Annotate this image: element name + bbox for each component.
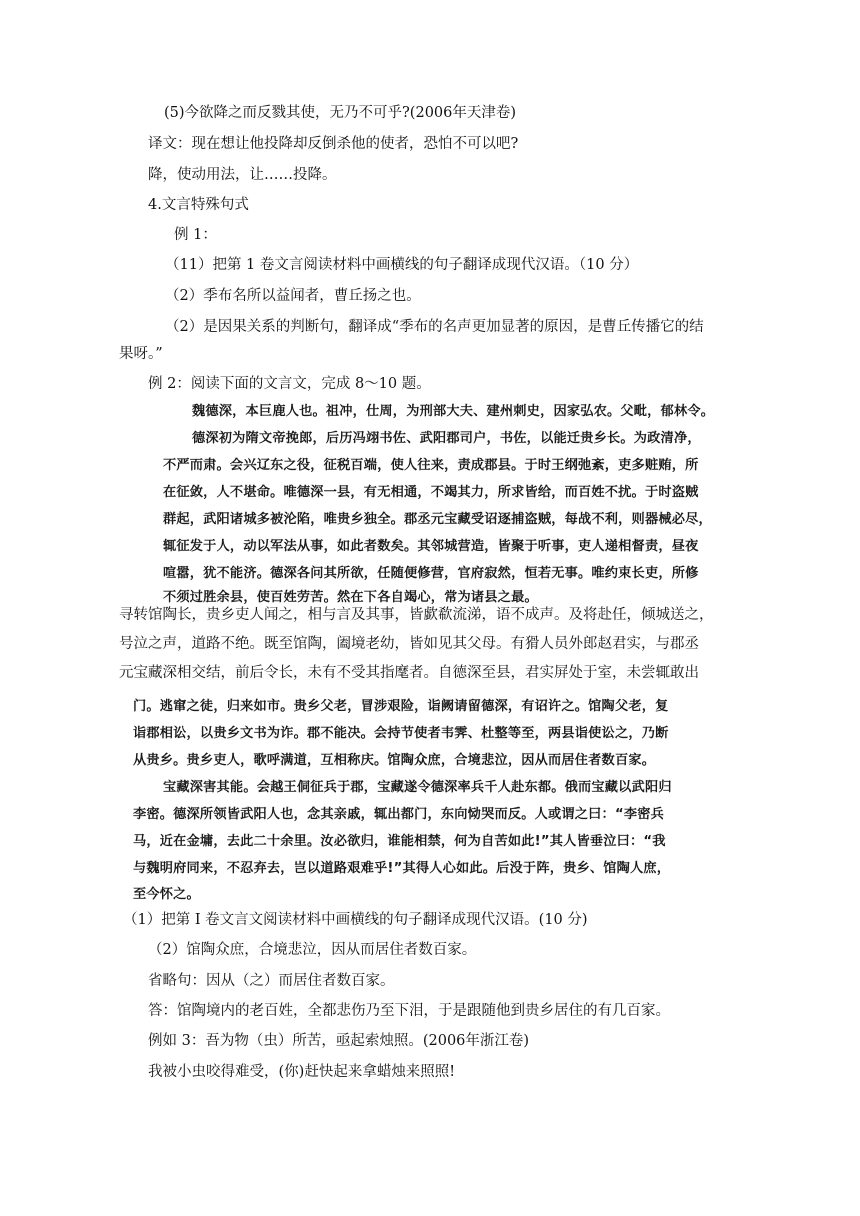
passage-line: 宝藏深害其能。会越王侗征兵于郡，宝藏遂令德深率兵千人赴东都。俄而宝藏以武阳归 <box>163 780 672 795</box>
passage-line: 号泣之声，道路不绝。既至馆陶，阖境老幼，皆如见其父母。有猾人员外郎赵君实，与郡丞 <box>119 636 699 652</box>
passage-line: 马，近在金墉，去此二十余里。汝必欲归，谁能相禁，何为自苦如此!”其人皆垂泣曰：“我 <box>133 834 666 849</box>
passage-line: 诣郡相讼，以贵乡文书为诈。郡不能决。会持节使者韦霁、杜整等至，两县诣使讼之，乃断 <box>133 726 669 741</box>
example2-question: （1）把第 I 卷文言文阅读材料中画横线的句子翻译成现代汉语。(10 分) <box>123 912 588 928</box>
example1-answer-line1: （2）是因果关系的判断句，翻译成“季布的名声更加显著的原因，是曹丘传播它的结 <box>165 319 704 335</box>
passage-line: 不严而肃。会兴辽东之役，征税百端，使人往来，责成郡县。于时王纲弛紊，吏多赃贿，所 <box>163 458 699 473</box>
example2-sentence: （2）馆陶众庶，合境悲泣，因从而居住者数百家。 <box>148 942 477 958</box>
passage-line: 与魏明府同来，不忍弃去，岂以道路艰难乎!”其得人心如此。后没于阵，贵乡、馆陶人庶， <box>133 861 671 876</box>
passage-line: 群起，武阳诸城多被沦陷，唯贵乡独全。郡丞元宝藏受诏逐捕盗贼，每战不利，则器械必尽， <box>163 512 712 527</box>
example1-answer-line2: 果呀。” <box>119 346 163 362</box>
passage-line: 元宝藏深相交结，前后令长，未有不受其指麾者。自德深至县，君实屏处于室，未尝辄敢出 <box>119 665 699 681</box>
passage-line: 李密。德深所领皆武阳人也，念其亲戚，辄出都门，东向恸哭而反。人或谓之曰：“李密兵 <box>133 807 664 822</box>
passage-line: 从贵乡。贵乡吏人，歌呼满道，互相称庆。馆陶众庶，合境悲泣，因从而居住者数百家。 <box>133 753 656 768</box>
example1-question: （11）把第 1 卷文言阅读材料中画横线的句子翻译成现代汉语。（10 分） <box>165 257 639 273</box>
example3-translation: 我被小虫咬得难受，(你)赶快起来拿蜡烛来照照! <box>148 1064 456 1080</box>
example1-sentence: （2）季布名所以益闻者，曹丘扬之也。 <box>165 288 421 304</box>
example1-label: 例 1： <box>174 227 217 243</box>
passage-line: 喧嚣，犹不能济。德深各问其所欲，任随便修营，官府寂然，恒若无事。唯约束长吏，所修 <box>163 566 699 581</box>
passage-line: 不须过胜余县，使百姓劳苦。然在下各自竭心，常为诸县之最。 <box>163 590 538 605</box>
passage-line: 在征敛，人不堪命。唯德深一县，有无相通，不竭其力，所求皆给，而百姓不扰。于时盗贼 <box>163 485 699 500</box>
example5-translation: 译文：现在想让他投降却反倒杀他的使者，恐怕不可以吧? <box>148 136 519 152</box>
passage-line: 至今怀之。 <box>133 887 200 902</box>
example3-sentence: 例如 3：吾为物（虫）所苦，亟起索烛照。(2006年浙江卷) <box>148 1033 530 1049</box>
passage-line: 寻转馆陶长，贵乡吏人闻之，相与言及其事，皆歔欷流涕，语不成声。及将赴任，倾城送之， <box>119 607 714 623</box>
example2-answer: 答：馆陶境内的老百姓，全都悲伤乃至下泪，于是跟随他到贵乡居住的有几百家。 <box>148 1003 670 1019</box>
passage-line: 辄征发于人，动以军法从事，如此者数矣。其邻城营造，皆聚于听事，吏人递相督责，昼夜 <box>163 539 699 554</box>
example5-note: 降，使动用法，让……投降。 <box>148 167 337 183</box>
section4-heading: 4.文言特殊句式 <box>148 197 249 213</box>
passage-line: 德深初为隋文帝挽郎，后历冯翊书佐、武阳郡司户，书佐，以能迁贵乡长。为政清净， <box>192 431 701 446</box>
example2-intro: 例 2：阅读下面的文言文，完成 8～10 题。 <box>148 376 431 392</box>
passage-line: 门。逃窜之徒，归来如市。贵乡父老，冒涉艰险，诣阙请留德深，有诏许之。馆陶父老，复 <box>133 699 669 714</box>
example5-sentence: (5)今欲降之而反戮其使，无乃不可乎?(2006年天津卷) <box>164 105 517 121</box>
example2-ellipsis: 省略句：因从（之）而居住者数百家。 <box>148 973 395 989</box>
passage-line: 魏德深，本巨鹿人也。祖冲，仕周，为刑部大夫、建州刺史，因家弘农。父毗，郁林令。 <box>192 404 715 419</box>
